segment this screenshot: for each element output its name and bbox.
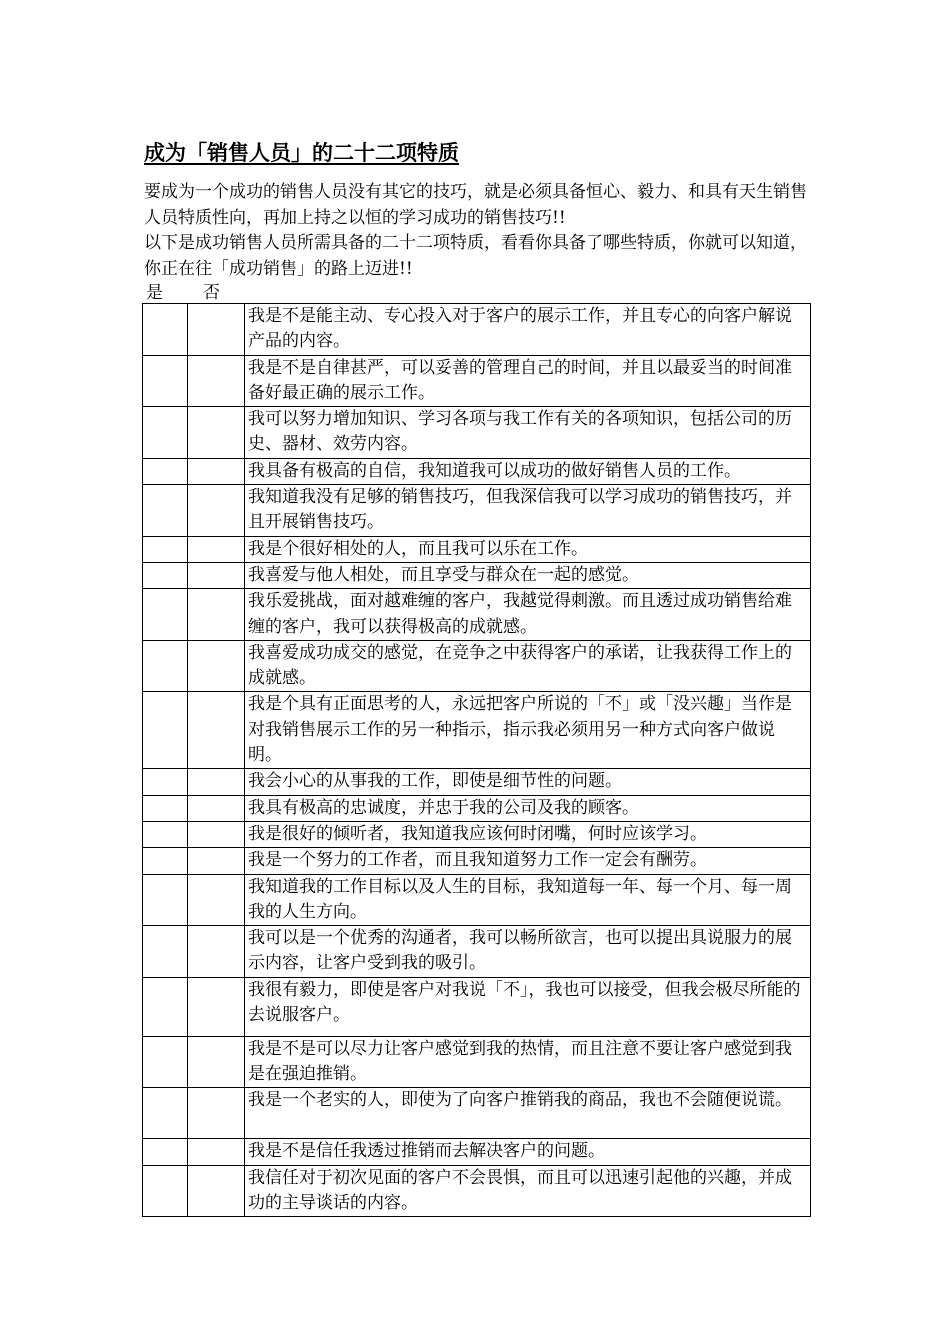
no-checkbox-cell[interactable]: [188, 926, 245, 978]
trait-statement: 我很有毅力，即使是客户对我说「不」，我也可以接受，但我会极尽所能的去说服客户。: [245, 977, 811, 1036]
yes-checkbox-cell[interactable]: [143, 640, 188, 692]
trait-statement: 我可以努力增加知识、学习各项与我工作有关的各项知识，包括公司的历史、器材、效劳内容。: [245, 407, 811, 459]
yes-checkbox-cell[interactable]: [143, 355, 188, 407]
trait-statement: 我喜爱成功成交的感觉，在竞争之中获得客户的承诺，让我获得工作上的成就感。: [245, 640, 811, 692]
trait-statement: 我具备有极高的自信，我知道我可以成功的做好销售人员的工作。: [245, 458, 811, 484]
checklist-row: [143, 926, 811, 978]
yes-checkbox-cell[interactable]: [143, 848, 188, 874]
trait-statement: 我是不是可以尽力让客户感觉到我的热情，而且注意不要让客户感觉到我是在强迫推销。: [245, 1036, 811, 1088]
checklist-row: [143, 355, 811, 407]
no-checkbox-cell[interactable]: [188, 536, 245, 562]
no-checkbox-cell[interactable]: [188, 1139, 245, 1165]
checklist-row: [143, 1036, 811, 1088]
no-checkbox-cell[interactable]: [188, 1088, 245, 1139]
trait-statement: 我具有极高的忠诚度，并忠于我的公司及我的顾客。: [245, 795, 811, 821]
no-checkbox-cell[interactable]: [188, 458, 245, 484]
checklist-row: [143, 562, 811, 588]
yes-checkbox-cell[interactable]: [143, 821, 188, 847]
no-checkbox-cell[interactable]: [188, 1036, 245, 1088]
no-checkbox-cell[interactable]: [188, 562, 245, 588]
checklist-row: [143, 874, 811, 926]
intro-paragraph: 要成为一个成功的销售人员没有其它的技巧，就是必须具备恒心、毅力、和具有天生销售人员特质性向，再加上持之以恒的学习成功的销售技巧!!: [144, 182, 807, 228]
yes-column-header: 是: [146, 283, 163, 303]
yes-checkbox-cell[interactable]: [143, 458, 188, 484]
yes-checkbox-cell[interactable]: [143, 304, 188, 356]
column-headers: [146, 283, 220, 303]
trait-statement: 我乐爱挑战，面对越难缠的客户，我越觉得刺激。而且透过成功销售给难缠的客户，我可以获得极高的成就感。: [245, 589, 811, 641]
no-checkbox-cell[interactable]: [188, 874, 245, 926]
trait-statement: 我是很好的倾听者，我知道我应该何时闭嘴，何时应该学习。: [245, 821, 811, 847]
checklist-row: [143, 795, 811, 821]
yes-checkbox-cell[interactable]: [143, 485, 188, 537]
trait-statement: 我信任对于初次见面的客户不会畏惧，而且可以迅速引起他的兴趣，并成功的主导谈话的内容。: [245, 1165, 811, 1217]
trait-statement: 我是个具有正面思考的人，永远把客户所说的「不」或「没兴趣」当作是对我销售展示工作的另一种指示，指示我必须用另一种方式向客户做说明。: [245, 692, 811, 769]
yes-checkbox-cell[interactable]: [143, 1139, 188, 1165]
yes-checkbox-cell[interactable]: [143, 1036, 188, 1088]
no-column-header: 否: [203, 283, 220, 303]
yes-checkbox-cell[interactable]: [143, 692, 188, 769]
page-title: 成为「销售人员」的二十二项特质: [144, 140, 459, 165]
checklist-row: [143, 769, 811, 795]
yes-checkbox-cell[interactable]: [143, 769, 188, 795]
checklist-row: [143, 536, 811, 562]
yes-checkbox-cell[interactable]: [143, 1088, 188, 1139]
yes-checkbox-cell[interactable]: [143, 926, 188, 978]
trait-statement: 我可以是一个优秀的沟通者，我可以畅所欲言，也可以提出具说服力的展示内容，让客户受到我的吸引。: [245, 926, 811, 978]
trait-statement: 我喜爱与他人相处，而且享受与群众在一起的感觉。: [245, 562, 811, 588]
no-checkbox-cell[interactable]: [188, 795, 245, 821]
yes-checkbox-cell[interactable]: [143, 1165, 188, 1217]
checklist-row: [143, 1139, 811, 1165]
trait-statement: 我会小心的从事我的工作，即使是细节性的问题。: [245, 769, 811, 795]
checklist-row: [143, 458, 811, 484]
yes-checkbox-cell[interactable]: [143, 407, 188, 459]
intro: [144, 180, 808, 282]
checklist-row: [143, 1165, 811, 1217]
checklist-row: [143, 304, 811, 356]
trait-statement: 我是不是信任我透过推销而去解决客户的问题。: [245, 1139, 811, 1165]
no-checkbox-cell[interactable]: [188, 769, 245, 795]
checklist-row: [143, 1088, 811, 1139]
no-checkbox-cell[interactable]: [188, 407, 245, 459]
checklist-row: [143, 848, 811, 874]
checklist-row: [143, 485, 811, 537]
trait-statement: 我是不是自律甚严，可以妥善的管理自己的时间，并且以最妥当的时间准备好最正确的展示工作。: [245, 355, 811, 407]
trait-statement: 我是不是能主动、专心投入对于客户的展示工作，并且专心的向客户解说产品的内容。: [245, 304, 811, 356]
trait-statement: 我知道我的工作目标以及人生的目标，我知道每一年、每一个月、每一周我的人生方向。: [245, 874, 811, 926]
yes-checkbox-cell[interactable]: [143, 874, 188, 926]
no-checkbox-cell[interactable]: [188, 355, 245, 407]
no-checkbox-cell[interactable]: [188, 848, 245, 874]
yes-checkbox-cell[interactable]: [143, 562, 188, 588]
trait-statement: 我是一个老实的人，即使为了向客户推销我的商品，我也不会随便说谎。: [245, 1088, 811, 1139]
trait-statement: 我知道我没有足够的销售技巧，但我深信我可以学习成功的销售技巧，并且开展销售技巧。: [245, 485, 811, 537]
no-checkbox-cell[interactable]: [188, 485, 245, 537]
trait-statement: 我是个很好相处的人，而且我可以乐在工作。: [245, 536, 811, 562]
checklist-body: [143, 304, 811, 1217]
no-checkbox-cell[interactable]: [188, 977, 245, 1036]
yes-checkbox-cell[interactable]: [143, 977, 188, 1036]
yes-checkbox-cell[interactable]: [143, 589, 188, 641]
no-checkbox-cell[interactable]: [188, 692, 245, 769]
no-checkbox-cell[interactable]: [188, 589, 245, 641]
checklist-table: [142, 303, 811, 1217]
yes-checkbox-cell[interactable]: [143, 795, 188, 821]
checklist-row: [143, 821, 811, 847]
yes-checkbox-cell[interactable]: [143, 536, 188, 562]
no-checkbox-cell[interactable]: [188, 640, 245, 692]
checklist-row: [143, 640, 811, 692]
checklist-row: [143, 407, 811, 459]
intro-paragraph: 以下是成功销售人员所需具备的二十二项特质，看看你具备了哪些特质，你就可以知道，你正在往「成功销售」的路上迈进!!: [144, 233, 807, 279]
no-checkbox-cell[interactable]: [188, 821, 245, 847]
no-checkbox-cell[interactable]: [188, 1165, 245, 1217]
checklist-row: [143, 589, 811, 641]
no-checkbox-cell[interactable]: [188, 304, 245, 356]
trait-statement: 我是一个努力的工作者，而且我知道努力工作一定会有酬劳。: [245, 848, 811, 874]
checklist-row: [143, 977, 811, 1036]
checklist-row: [143, 692, 811, 769]
